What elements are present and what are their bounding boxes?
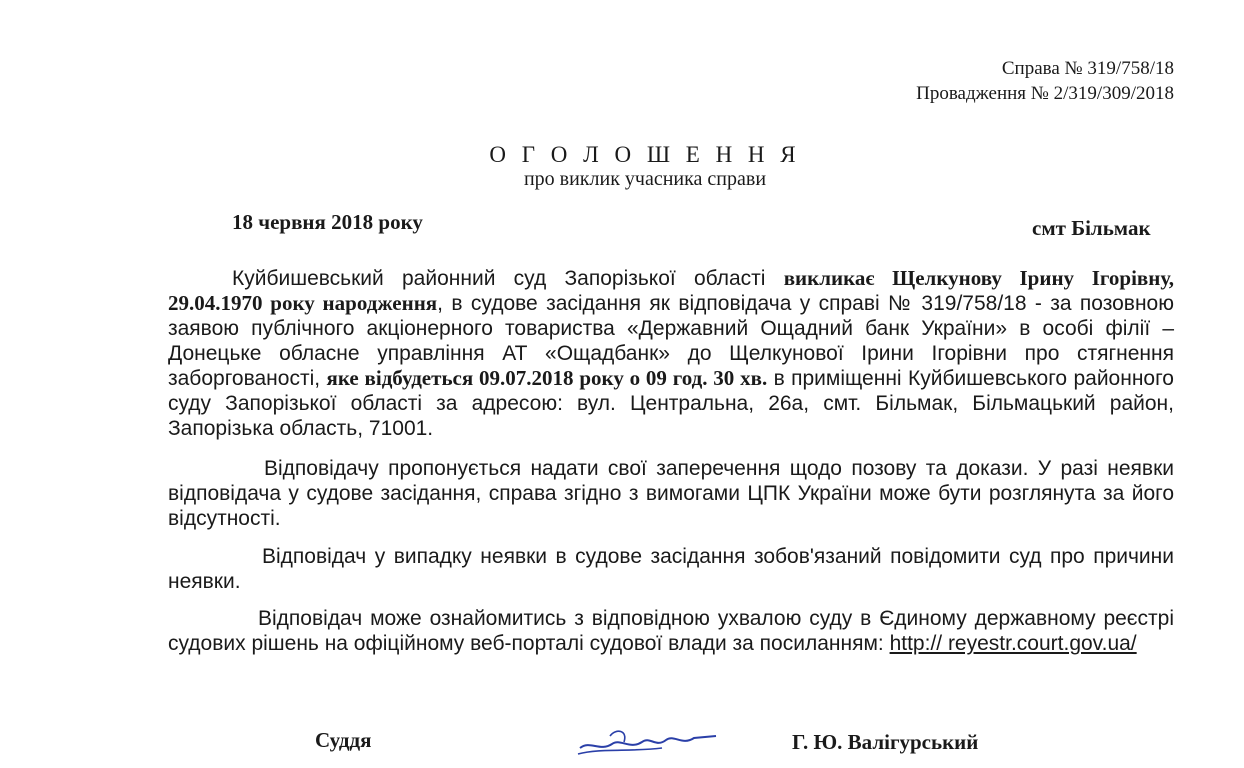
summons-details: , в судове засідання як відповідача у справі № 319/758/18 - за позовною заявою публічного акціонерного товариства «Державний Ощадний банк України» в особі філії – Донецьке обласне управління АТ «Ощадбанк» до Щелкунової Ірини Ігорівни про стягнення заборгованості, <box>168 292 1174 390</box>
case-number: Справа № 319/758/18 <box>1001 58 1174 79</box>
paragraph-summons <box>168 266 1174 441</box>
registry-text: Відповідач може ознайомитись з відповідною ухвалою суду в Єдиному державному реєстрі судових рішень на офіційному веб-порталі судової влади за посиланням: <box>168 607 1174 655</box>
judge-name: Г. Ю. Валігурський <box>792 730 979 754</box>
document-date: 18 червня 2018 року <box>232 210 423 234</box>
paragraph-registry <box>168 606 1174 656</box>
document-title: О Г О Л О Ш Е Н Н Я <box>489 142 801 167</box>
paragraph-notify-court: Відповідач у випадку неявки в судове засідання зобов'язаний повідомити суд про причини неявки. <box>168 545 1174 593</box>
paragraph-objections: Відповідачу пропонується надати свої заперечення щодо позову та докази. У разі неявки відповідача у судове засідання, справа згідно з вимогами ЦПК України може бути розглянута за його відсутності. <box>168 457 1174 530</box>
judge-label: Суддя <box>315 728 372 752</box>
registry-link[interactable]: http:// reyestr.court.gov.ua/ <box>889 632 1137 655</box>
proceeding-number: Провадження № 2/319/309/2018 <box>916 83 1174 104</box>
case-number-block <box>916 56 1174 106</box>
summons-person: викликає Щелкунову Ірину Ігорівну, 29.04.1970 року народження <box>168 266 1174 315</box>
document-place: смт Більмак <box>1032 216 1151 240</box>
document-subtitle: про виклик учасника справи <box>523 168 767 190</box>
judge-signature <box>570 718 720 762</box>
summons-court: Куйбишевський районний суд Запорізької області <box>232 267 784 290</box>
summons-hearing-time: яке відбудеться 09.07.2018 року о 09 год. 30 хв. <box>326 366 768 390</box>
summons-address: в приміщенні Куйбишевського районного суду Запорізької області за адресою: вул. Центральна, 26а, смт. Більмак, Більмацький район, Запорізька область, 71001. <box>168 367 1174 440</box>
